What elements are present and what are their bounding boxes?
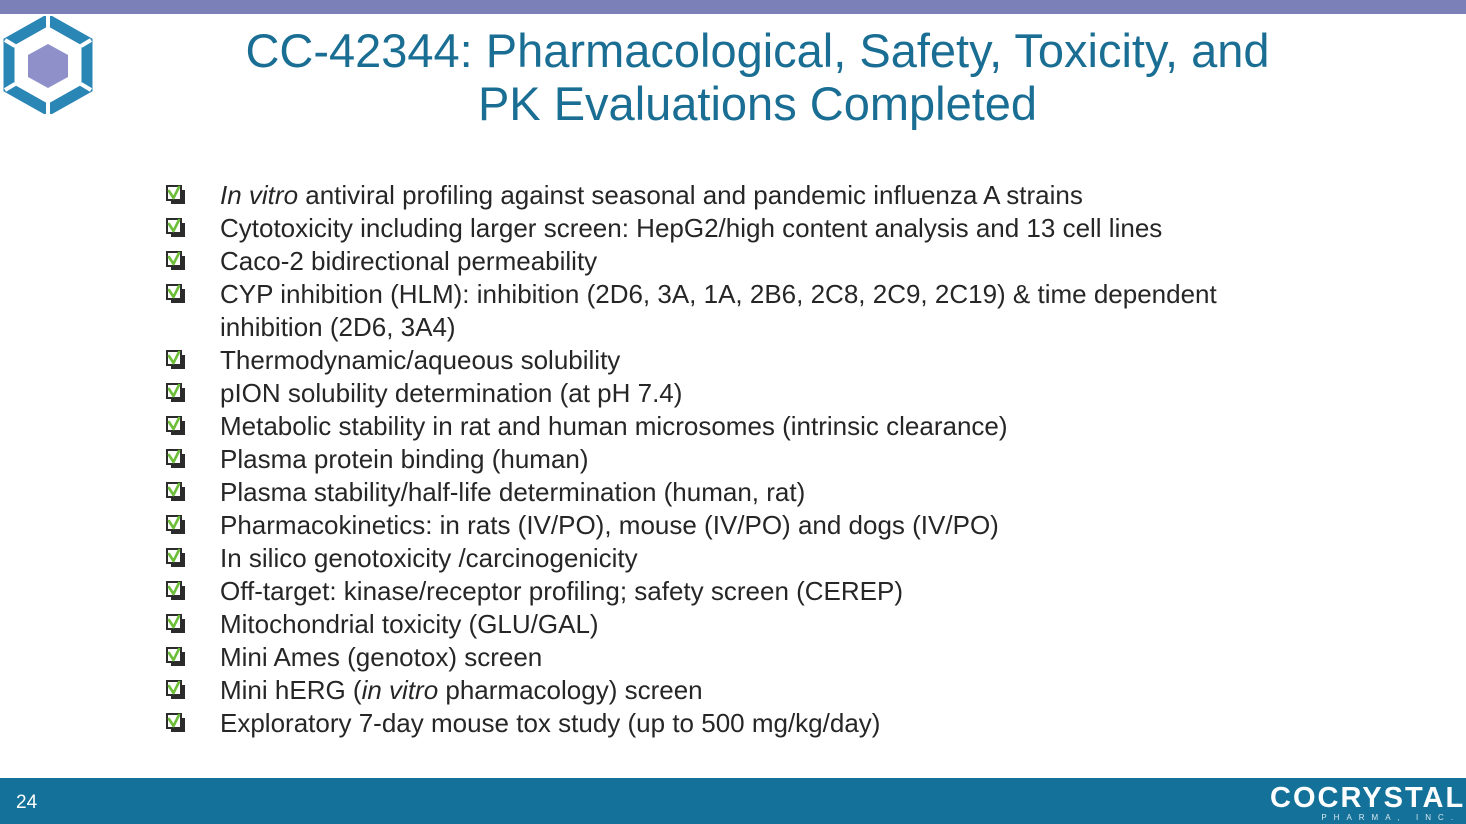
list-item-text bbox=[220, 345, 620, 375]
list-item-text bbox=[220, 708, 880, 738]
checkbox-checked-icon bbox=[166, 449, 186, 469]
list-item-body: Thermodynamic/aqueous solubility bbox=[220, 345, 621, 375]
list-item-body: Exploratory 7-day mouse tox study (up to 500 mg/kg/day) bbox=[220, 708, 881, 738]
slide-title-line-2: PK Evaluations Completed bbox=[477, 77, 1038, 130]
list-item bbox=[166, 377, 1306, 410]
list-item-text bbox=[220, 543, 638, 573]
list-item bbox=[166, 575, 1306, 608]
list-item-body: Mini Ames (genotox) screen bbox=[220, 642, 543, 672]
list-item-body: antiviral profiling against seasonal and pandemic influenza A strains bbox=[298, 180, 1083, 210]
list-item-text bbox=[220, 675, 703, 705]
list-item bbox=[166, 278, 1306, 344]
checkbox-checked-icon bbox=[166, 416, 186, 436]
list-item-text bbox=[220, 576, 903, 606]
checkbox-checked-icon bbox=[166, 218, 186, 238]
list-item-text bbox=[220, 246, 597, 276]
list-item-body: Plasma protein binding (human) bbox=[220, 444, 589, 474]
list-item-body: Plasma stability/half-life determination (human, rat) bbox=[220, 477, 806, 507]
list-item bbox=[166, 443, 1306, 476]
list-item-body: CYP inhibition (HLM): inhibition (2D6, 3A, 1A, 2B6, 2C8, 2C9, 2C19) & time dependent inhibition (2D6, 3A4) bbox=[220, 279, 1217, 342]
list-item-text bbox=[220, 477, 805, 507]
list-item-text bbox=[220, 510, 999, 540]
list-item-text bbox=[220, 378, 682, 408]
list-item-body: Pharmacokinetics: in rats (IV/PO), mouse (IV/PO) and dogs (IV/PO) bbox=[220, 510, 999, 540]
top-accent-bar bbox=[0, 0, 1466, 14]
list-item bbox=[166, 245, 1306, 278]
list-item bbox=[166, 179, 1306, 212]
checkbox-checked-icon bbox=[166, 713, 186, 733]
checkbox-checked-icon bbox=[166, 647, 186, 667]
list-item-text bbox=[220, 411, 1008, 441]
list-item-prefix: Mini hERG ( bbox=[220, 675, 362, 705]
list-item bbox=[166, 212, 1306, 245]
list-item-text bbox=[220, 180, 1083, 210]
list-item-body: Caco-2 bidirectional permeability bbox=[220, 246, 598, 276]
list-item-text bbox=[220, 609, 599, 639]
hexagon-logo-icon bbox=[3, 16, 93, 114]
checkbox-checked-icon bbox=[166, 548, 186, 568]
list-item-italic: in vitro bbox=[361, 675, 439, 705]
list-item-text bbox=[220, 642, 542, 672]
list-item bbox=[166, 509, 1306, 542]
list-item-body: pION solubility determination (at pH 7.4) bbox=[220, 378, 683, 408]
list-item-italic: In vitro bbox=[220, 180, 299, 210]
checkbox-checked-icon bbox=[166, 251, 186, 271]
checkbox-checked-icon bbox=[166, 350, 186, 370]
list-item bbox=[166, 410, 1306, 443]
checkbox-checked-icon bbox=[166, 383, 186, 403]
footer-bar bbox=[0, 778, 1466, 824]
list-item bbox=[166, 707, 1306, 740]
checkbox-checked-icon bbox=[166, 614, 186, 634]
list-item bbox=[166, 542, 1306, 575]
slide-title-line-1: CC-42344: Pharmacological, Safety, Toxicity, and bbox=[245, 24, 1270, 77]
brand-logo bbox=[1270, 782, 1466, 823]
list-item-body: Metabolic stability in rat and human microsomes (intrinsic clearance) bbox=[220, 411, 1008, 441]
brand-name: COCRYSTAL bbox=[1270, 782, 1466, 814]
brand-subtitle: PHARMA, INC. bbox=[1321, 813, 1460, 822]
checkbox-checked-icon bbox=[166, 185, 186, 205]
list-item bbox=[166, 344, 1306, 377]
list-item-text bbox=[220, 279, 1217, 342]
checkbox-checked-icon bbox=[166, 482, 186, 502]
list-item-body: pharmacology) screen bbox=[438, 675, 703, 705]
list-item-body: Mitochondrial toxicity (GLU/GAL) bbox=[220, 609, 599, 639]
list-item-text bbox=[220, 213, 1162, 243]
list-item bbox=[166, 476, 1306, 509]
list-item-text bbox=[220, 444, 589, 474]
list-item bbox=[166, 674, 1306, 707]
checkbox-checked-icon bbox=[166, 680, 186, 700]
checkbox-checked-icon bbox=[166, 515, 186, 535]
list-item-body: Off-target: kinase/receptor profiling; safety screen (CEREP) bbox=[220, 576, 904, 606]
list-item bbox=[166, 608, 1306, 641]
completed-evaluations-list bbox=[166, 179, 1306, 740]
checkbox-checked-icon bbox=[166, 284, 186, 304]
list-item bbox=[166, 641, 1306, 674]
checkbox-checked-icon bbox=[166, 581, 186, 601]
list-item-body: Cytotoxicity including larger screen: HepG2/high content analysis and 13 cell lines bbox=[220, 213, 1163, 243]
list-item-body: In silico genotoxicity /carcinogenicity bbox=[220, 543, 638, 573]
page-number: 24 bbox=[16, 792, 38, 813]
slide-title bbox=[150, 24, 1365, 130]
